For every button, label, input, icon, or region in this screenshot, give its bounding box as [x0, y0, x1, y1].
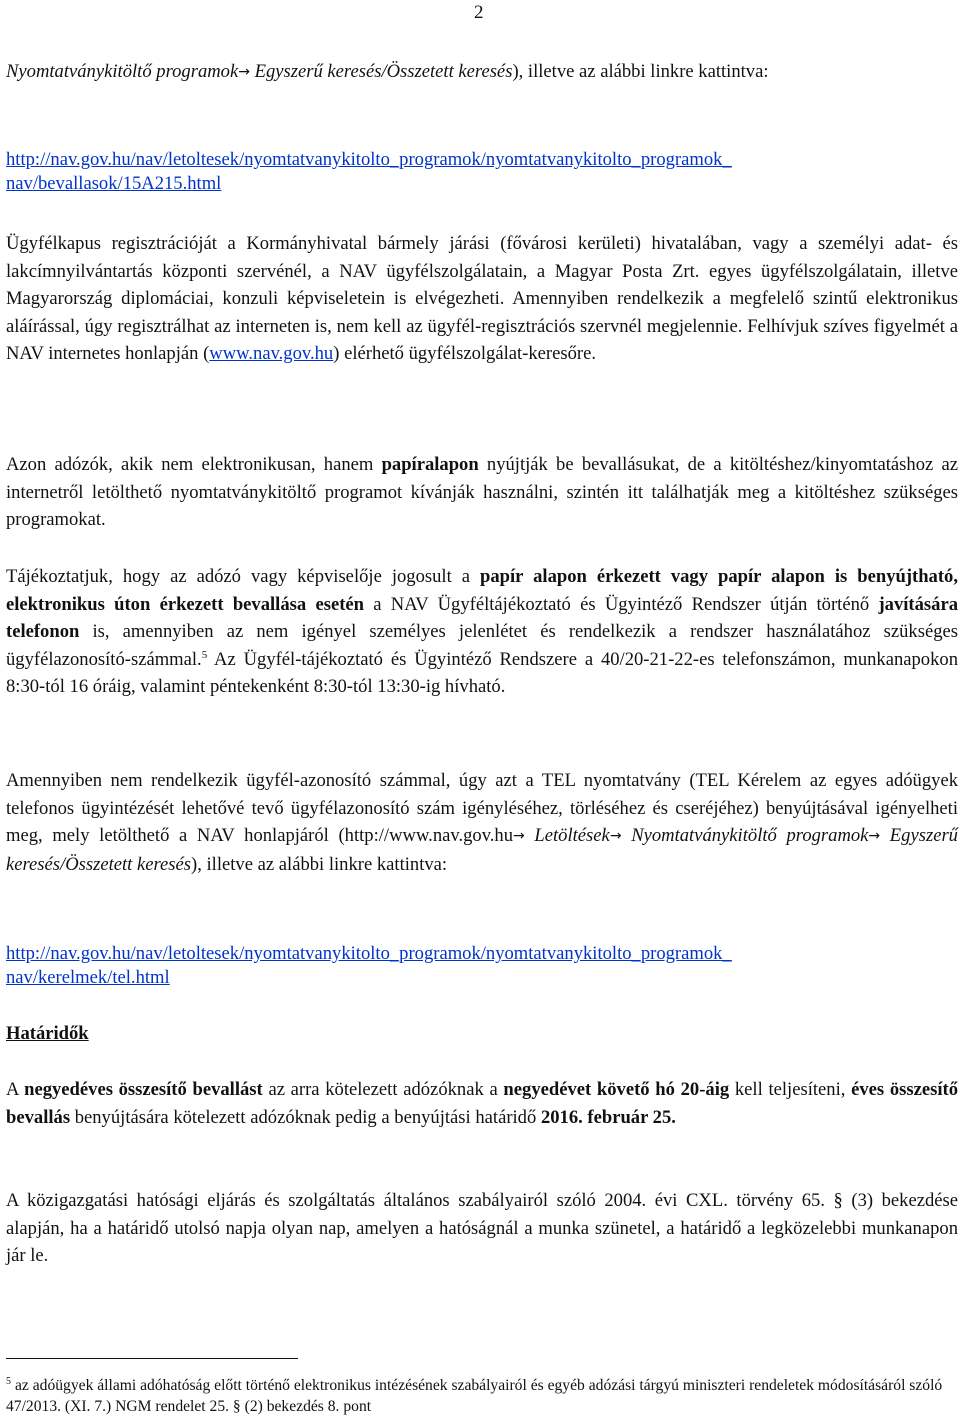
footnote-text: az adóügyek állami adóhatóság előtt történő elektronikus intézésének szabályairól és egyéb adózási tárgyú miniszteri rendeletek módosításáról szóló 47/2013. (XI. 7.) NGM rendelet 25. § (2) bekezdés 8. pont	[6, 1377, 943, 1415]
arrow-right-icon: →	[238, 64, 250, 80]
download-link-tel[interactable]	[6, 942, 958, 989]
tel-nyomtatvany-paragraph	[6, 767, 958, 878]
bold-text: javítására telefonon	[6, 593, 958, 643]
footnote-mark: 5	[6, 1376, 11, 1387]
footnote-reference[interactable]: 5	[201, 648, 208, 661]
nav-path-text: Nyomtatványkitöltő programok	[6, 61, 239, 82]
paragraph-text: A közigazgatási hatósági eljárás és szolgáltatás általános szabályairól szóló 2004. évi CXL. törvény 65. § (3) bekezdése alapján, ha a határidő utolsó napja olyan nap, amelyen a hatóságnál a munka szünetel, a határidő a legközelebbi munkanapon jár le.	[6, 1190, 958, 1267]
paragraph-text: Tájékoztatjuk, hogy az adózó vagy képviselője jogosult a	[6, 566, 481, 587]
paragraph-text: nyújtják be bevallásukat, de a kitöltéshez/kinyomtatáshoz az internetről letölthető nyomtatványkitöltő programot kívánják használni, szintén itt találhatják meg a kitöltéshez szükséges programokat.	[6, 454, 958, 531]
paragraph-text: A	[6, 1079, 25, 1100]
paragraph-text: Amennyiben nem rendelkezik ügyfél-azonosító számmal, úgy azt a TEL nyomtatvány (TEL Kérelem az egyes adóügyek telefonos ügyintézését lehetővé tevő ügyfélazonosító szám igényléséhez, törléséhez és cseréjéhez) benyújtásával igényelheti meg, mely letölthető a NAV honlapjáról (http://www.nav.gov.hu	[6, 770, 958, 847]
footnote-5	[6, 1371, 946, 1417]
torveny-paragraph	[6, 1187, 958, 1270]
arrow-right-icon: →	[513, 828, 525, 845]
arrow-right-icon: →	[609, 828, 622, 845]
nav-website-link[interactable]: www.nav.gov.hu	[209, 343, 334, 365]
nav-path-text: Egyszerű keresés/Összetett keresés	[249, 61, 513, 82]
url-line[interactable]: http://nav.gov.hu/nav/letoltesek/nyomtatvanykitolto_programok/nyomtatvanykitolto_programok_	[6, 943, 732, 964]
nav-path-text: Egyszerű keresés/Összetett keresés	[6, 825, 958, 875]
paragraph-text: kell teljesíteni,	[729, 1079, 852, 1100]
paragraph-text: Azon adózók, akik nem elektronikusan, hanem	[6, 454, 382, 475]
bold-text: negyedévet követő hó 20-áig	[503, 1079, 730, 1100]
bold-text: papír alapon érkezett vagy papír alapon is benyújtható, elektronikus úton érkezett bevallása esetén	[6, 566, 958, 615]
papiralapon-paragraph	[6, 451, 958, 534]
url-line[interactable]: nav/kerelmek/tel.html	[6, 966, 170, 988]
paragraph-text: a NAV Ügyféltájékoztató és Ügyintéző Rendszer útján történő	[364, 593, 879, 615]
paragraph-text: is, amennyiben az nem igényel személyes jelenlétet és rendelkezik a rendszer használatához szükséges ügyfélazonosító-számmal.	[6, 621, 958, 670]
nav-path-text: Nyomtatványkitöltő programok	[621, 825, 869, 847]
download-link-bevallasok[interactable]	[6, 148, 958, 195]
intro-paragraph	[6, 58, 958, 87]
paragraph-text: ), illetve az alábbi linkre kattintva:	[512, 61, 769, 82]
paragraph-text: ), illetve az alábbi linkre kattintva:	[191, 853, 448, 875]
nav-path-text: Letöltések	[524, 825, 610, 847]
paragraph-text: ) elérhető ügyfélszolgálat-keresőre.	[333, 343, 596, 365]
bold-text: negyedéves összesítő bevallást	[24, 1079, 263, 1100]
paragraph-text: Ügyfélkapus regisztrációját a Kormányhivatal bármely járási (fővárosi kerületi) hivatalában, vagy a személyi adat- és lakcímnyilvántartás központi szervénél, a NAV ügyfélszolgálatain, a Magyar Posta Zrt. egyes ügyfélszolgálatain, illetve Magyarország diplomáciai, konzuli képviseletein is elvégezheti. Amennyiben rendelkezik a megfelelő szintű elektronikus aláírással, úgy regisztrálhat az interneten is, nem kell az ügyfél-regisztrációs szervnél megjelennie. Felhívjuk szíves figyelmét a NAV internetes honlapján (	[6, 233, 958, 365]
paragraph-text: az arra kötelezett adózóknak a	[262, 1079, 504, 1100]
bold-text: papíralapon	[381, 454, 479, 475]
footnote-divider	[6, 1358, 298, 1359]
paragraph-text: Az Ügyfél-tájékoztató és Ügyintéző Rendszere a 40/20-21-22-es telefonszámon, munkanapokon 8:30-tól 16 óráig, valamint péntekenként 8:30-tól 13:30-ig hívható.	[6, 648, 958, 698]
url-line[interactable]: nav/bevallasok/15A215.html	[6, 172, 222, 194]
hataridok-paragraph	[6, 1076, 958, 1131]
arrow-right-icon: →	[868, 828, 881, 845]
bold-text: 2016. február 25.	[540, 1106, 676, 1128]
page-number: 2	[474, 2, 484, 23]
url-line[interactable]: http://nav.gov.hu/nav/letoltesek/nyomtatvanykitolto_programok/nyomtatvanykitolto_programok_	[6, 149, 732, 170]
ugyfelkapus-paragraph	[6, 230, 958, 368]
telefonos-javitas-paragraph	[6, 563, 958, 701]
paragraph-text: benyújtására kötelezett adózóknak pedig a benyújtási határidő	[70, 1106, 541, 1128]
section-heading-hataridok: Határidők	[6, 1023, 89, 1044]
bold-text: éves összesítő bevallás	[6, 1079, 958, 1128]
